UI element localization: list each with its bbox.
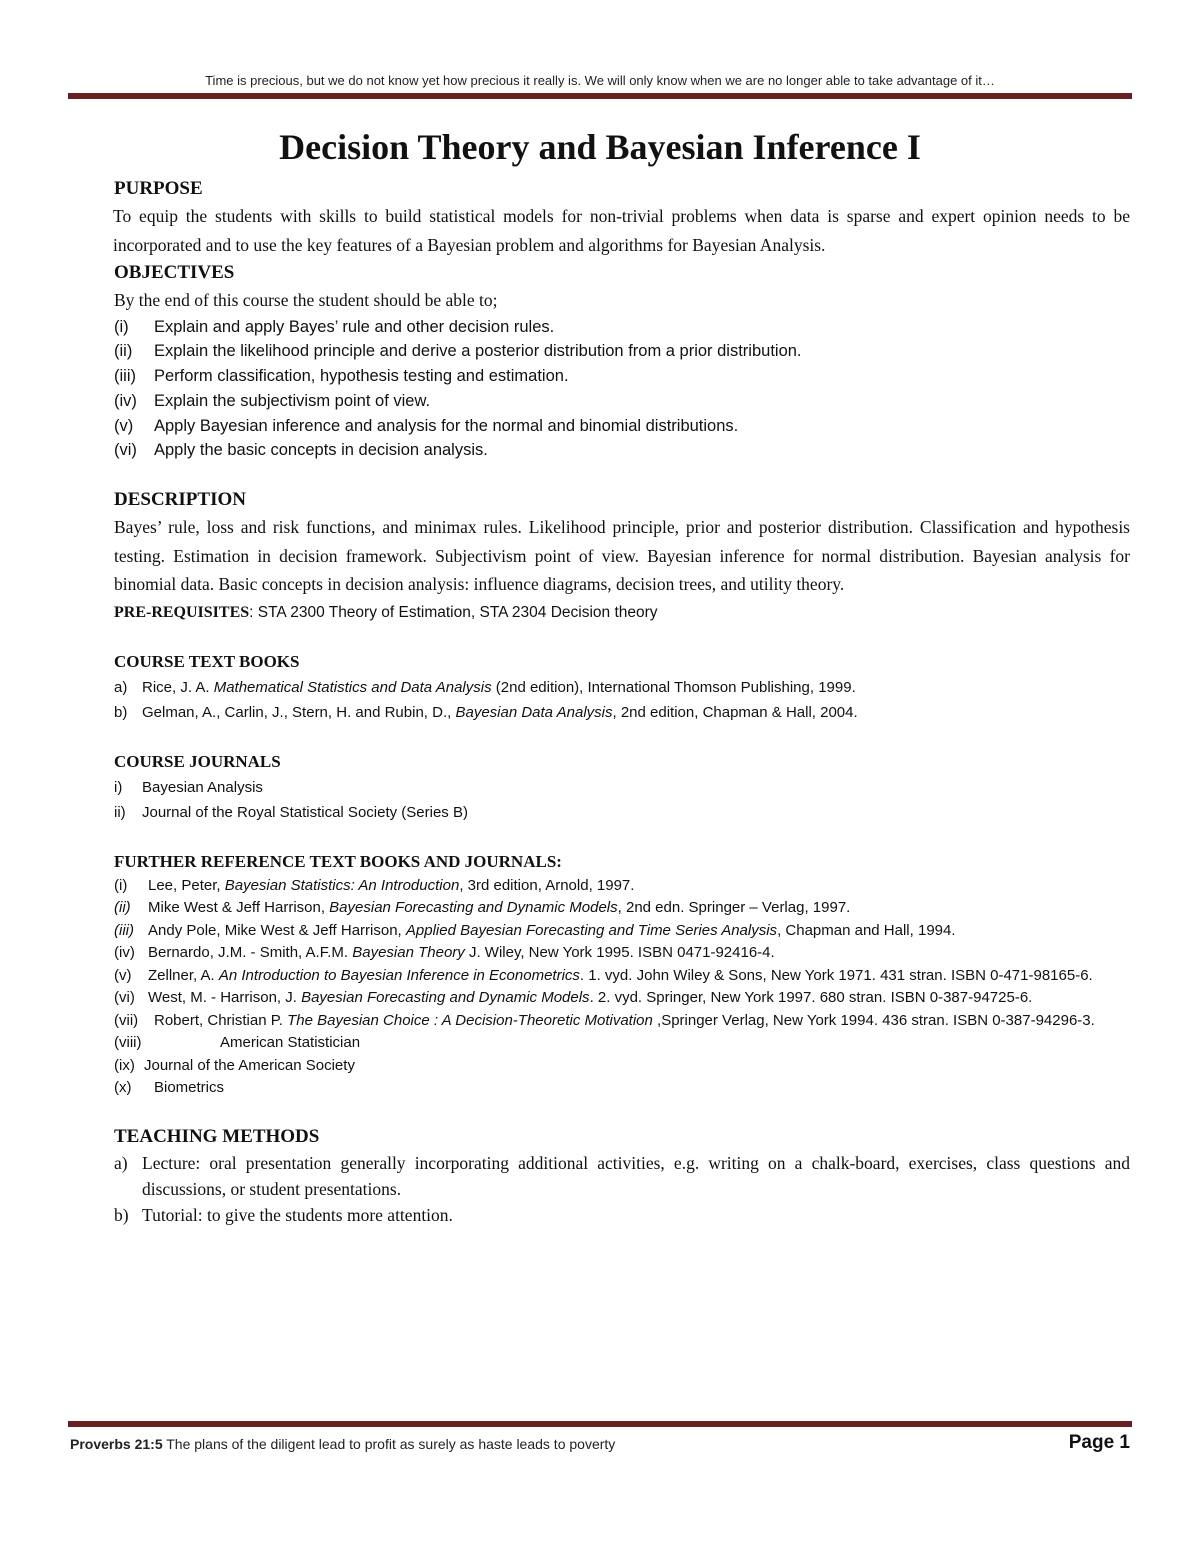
item-text: Explain the subjectivism point of view. [154,391,431,410]
purpose-heading: PURPOSE [114,178,203,199]
purpose-text: To equip the students with skills to build statistical models for non-trivial problems when data is sparse and expert opinion needs to be incorporated and to use the key features of a Bayesian problem and algorithms for Bayesian Analysis. [113,206,1130,255]
item-marker: (x) [114,1079,132,1097]
item-marker: (iii) [114,921,134,939]
publication: , Chapman and Hall, 1994. [777,921,956,939]
prereq-label: PRE-REQUISITES [114,603,250,621]
publication: (2nd edition), International Thomson Publishing, 1999. [491,678,856,696]
item-marker: a) [114,1152,128,1173]
item-marker: (i) [114,317,129,336]
textbooks-list [114,675,1130,725]
book-title: Bayesian Forecasting and Dynamic Models [301,989,590,1007]
author: Lee, Peter, [148,876,225,894]
journal-title: American Statistician [220,1034,361,1052]
item-marker: (iii) [114,367,136,386]
book-title: Bayesian Forecasting and Dynamic Models [329,899,618,917]
list-item [114,987,1130,1010]
item-text [142,675,856,700]
journals-list [114,775,1130,825]
item-marker: (v) [114,966,132,984]
footer-rule [68,1421,1132,1427]
book-title: Mathematical Statistics and Data Analysis [213,678,492,696]
item-text [148,875,1130,898]
author: Mike West & Jeff Harrison, [148,899,330,917]
book-title: An Introduction to Bayesian Inference in Econometrics [218,966,580,984]
item-text: Apply the basic concepts in decision analysis. [154,441,488,460]
publication: . 2. vyd. Springer, New York 1997. 680 stran. ISBN 0-387-94725-6. [589,989,1033,1007]
list-item [114,1077,1130,1100]
list-item [114,315,1130,340]
item-text: Explain and apply Bayes’ rule and other decision rules. [154,317,555,336]
item-marker: (vi) [114,441,137,460]
list-item [114,800,1130,825]
list-item [114,1055,1130,1078]
item-text: Bayesian Analysis [142,778,263,796]
item-marker: (ii) [114,342,133,361]
item-marker: i) [114,778,123,796]
publication: , 3rd edition, Arnold, 1997. [459,876,635,894]
header-rule [68,93,1132,99]
author: Robert, Christian P. [154,1011,288,1029]
publication: J. Wiley, New York 1995. ISBN 0471-92416-4. [464,944,775,962]
header-quote: Time is precious, but we do not know yet how precious it really is. We will only know when we are no longer able to take advantage of it… [205,73,995,88]
journals-heading: COURSE JOURNALS [114,751,281,771]
author: Bernardo, J.M. - Smith, A.F.M. [148,944,353,962]
prerequisites [114,600,1130,625]
footer-quote [70,1436,615,1452]
description-text: Bayes’ rule, loss and risk functions, and minimax rules. Likelihood principle, prior and posterior distribution. Classification and hypothesis testing. Estimation in decision framework. Subjectivism point of view. Bayesian inference for normal distribution. Bayesian analysis for binomial data. Basic concepts in decision analysis: influence diagrams, decision trees, and utility theory. [114,517,1130,595]
list-item [114,675,1130,700]
item-marker: (i) [114,876,128,894]
item-marker: b) [114,1204,129,1225]
item-text [148,942,1130,965]
prereq-text: : STA 2300 Theory of Estimation, STA 2304 Decision theory [249,603,658,621]
footer-text: The plans of the diligent lead to profit as surely as haste leads to poverty [162,1436,616,1452]
book-title: Bayesian Theory [352,944,465,962]
item-text [148,987,1130,1010]
item-text: Tutorial: to give the students more attention. [142,1204,453,1225]
item-text [148,897,1130,920]
author: Rice, J. A. [142,678,214,696]
item-marker: (ii) [114,899,131,917]
list-item [114,1150,1130,1202]
author: West, M. - Harrison, J. [148,989,302,1007]
item-marker: (ix) [114,1056,135,1074]
list-item [114,965,1130,988]
further-heading: FURTHER REFERENCE TEXT BOOKS AND JOURNALS: [114,851,562,871]
item-text [148,965,1130,988]
publication: , 2nd edition, Chapman & Hall, 2004. [612,703,858,721]
item-text: Perform classification, hypothesis testing and estimation. [154,367,569,386]
author: Zellner, A. [148,966,219,984]
publication: . 1. vyd. John Wiley & Sons, New York 1971. 431 stran. ISBN 0-471-98165-6. [579,966,1093,984]
list-item [114,775,1130,800]
item-marker: ii) [114,803,126,821]
page-title: Decision Theory and Bayesian Inference I [279,127,921,167]
item-marker: (v) [114,416,134,435]
footer-reference: Proverbs 21:5 [70,1436,163,1452]
list-item [114,1010,1130,1033]
list-item [114,414,1130,439]
list-item [114,700,1130,725]
journal-title: Journal of the American Society [144,1056,355,1074]
item-marker: (vi) [114,989,135,1007]
item-text [142,700,858,725]
further-list [114,875,1130,1100]
list-item [114,364,1130,389]
item-marker: (vii) [114,1011,139,1029]
objectives-heading: OBJECTIVES [114,262,235,283]
item-text: Explain the likelihood principle and derive a posterior distribution from a prior distribution. [154,342,802,361]
author: Gelman, A., Carlin, J., Stern, H. and Rubin, D., [142,703,456,721]
publication: ,Springer Verlag, New York 1994. 436 stran. ISBN 0-387-94296-3. [652,1011,1095,1029]
textbooks-heading: COURSE TEXT BOOKS [114,651,300,671]
book-title: Bayesian Statistics: An Introduction [224,876,460,894]
content [114,175,1130,1228]
item-text: Apply Bayesian inference and analysis for the normal and binomial distributions. [154,416,739,435]
item-text: Lecture: oral presentation generally incorporating additional activities, e.g. writing on a chalk-board, exercises, class questions and discussions, or student presentations. [142,1152,1130,1199]
list-item [114,920,1130,943]
list-item [114,875,1130,898]
description-heading: DESCRIPTION [114,489,246,511]
journal-title: Biometrics [154,1079,225,1097]
list-item [114,339,1130,364]
book-title: Bayesian Data Analysis [455,703,613,721]
teaching-list [114,1150,1130,1228]
item-text [148,920,1130,943]
item-text: Journal of the Royal Statistical Society (Series B) [142,803,468,821]
list-item [114,897,1130,920]
list-item [114,1032,1130,1055]
page-number: Page 1 [1068,1432,1130,1453]
publication: , 2nd edn. Springer – Verlag, 1997. [617,899,851,917]
list-item [114,389,1130,414]
item-text [154,1010,1130,1033]
item-marker: (viii) [114,1034,142,1052]
objectives-intro: By the end of this course the student should be able to; [114,290,498,310]
item-text [144,1055,1130,1078]
objectives-list [114,315,1130,464]
item-marker: a) [114,678,128,696]
teaching-heading: TEACHING METHODS [114,1125,320,1147]
item-marker: (iv) [114,391,137,410]
book-title: Applied Bayesian Forecasting and Time Series Analysis [405,921,778,939]
list-item [114,1202,1130,1228]
author: Andy Pole, Mike West & Jeff Harrison, [148,921,406,939]
item-text [220,1032,1130,1055]
item-marker: b) [114,703,128,721]
item-marker: (iv) [114,944,135,962]
book-title: The Bayesian Choice : A Decision-Theoretic Motivation [287,1011,653,1029]
list-item [114,438,1130,463]
item-text [154,1077,1130,1100]
list-item [114,942,1130,965]
